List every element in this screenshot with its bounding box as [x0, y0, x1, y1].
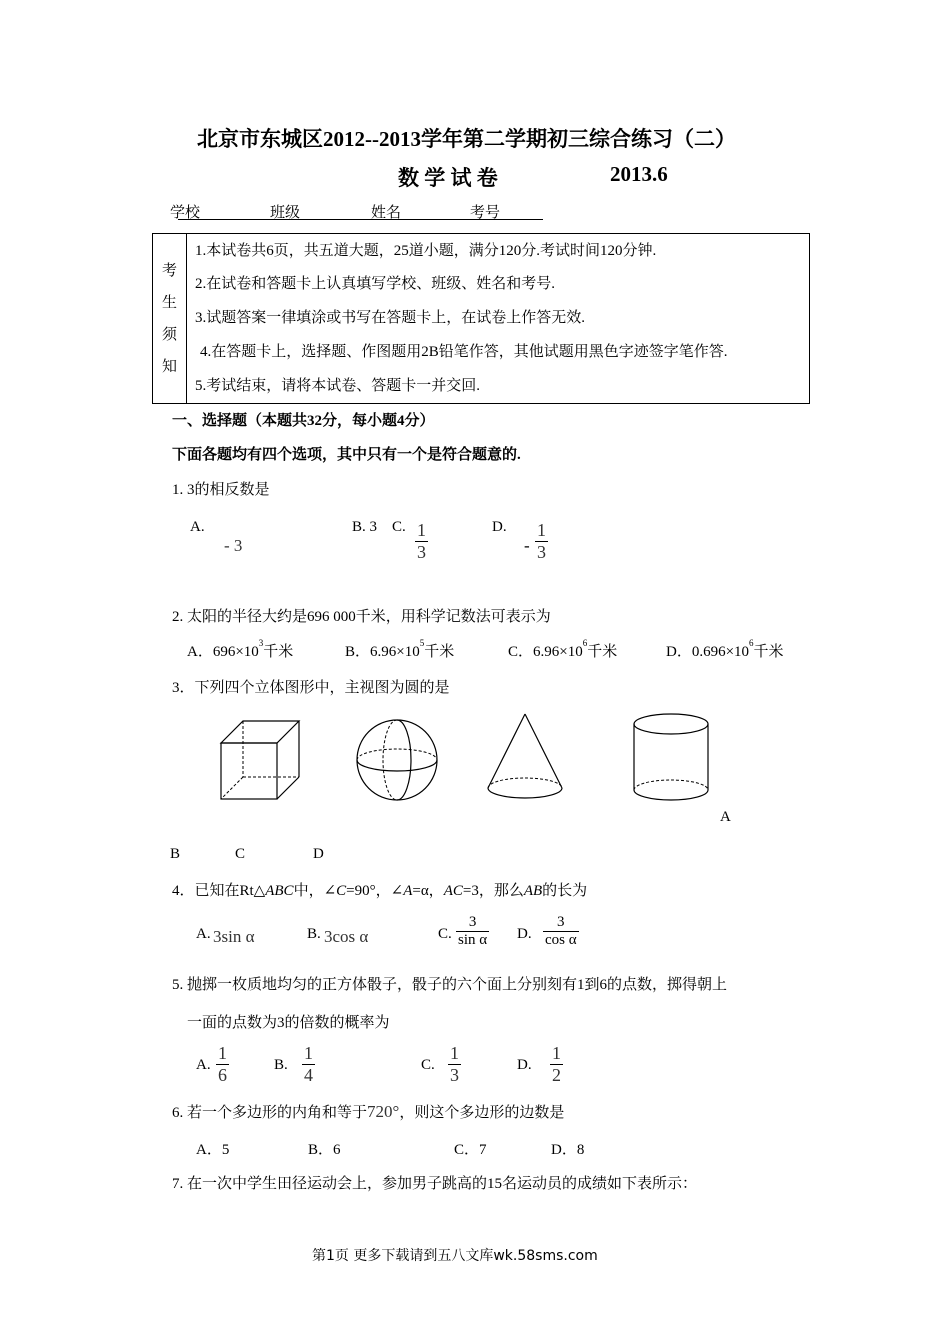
page-footer: 第1页 更多下载请到五八文库wk.58sms.com [312, 1248, 598, 1264]
q6-option-d: D．8 [551, 1142, 585, 1158]
q2-option-d [666, 640, 784, 661]
q5-option-b-fraction [302, 1043, 315, 1085]
q4-angle-c: C [336, 883, 347, 899]
q5-d-numerator: 1 [552, 1043, 561, 1063]
q2-option-a [187, 640, 293, 661]
sphere-figure [355, 718, 439, 802]
q4-stem-part: 4．已知在Rt△ [172, 883, 266, 899]
header-underline [178, 219, 543, 220]
q6-angle: 720° [367, 1102, 400, 1121]
q2-d-exp: 6 [749, 638, 754, 648]
q4-c-denominator: sin α [458, 931, 488, 948]
q2-d-base: D．0.696×10 [666, 644, 750, 660]
notice-heading-char: 考 [161, 262, 177, 279]
field-name: 姓名 [371, 205, 402, 221]
notice-item: 4.在答题卡上，选择题、作图题用2B铅笔作答，其他试题用黑色字迹签字笔作答. [200, 344, 728, 360]
q5-d-denominator: 2 [552, 1064, 561, 1085]
cylinder-figure [632, 712, 710, 804]
q1-option-b: B. 3 [352, 519, 378, 535]
section-instruction: 下面各题均有四个选项，其中只有一个是符合题意的. [172, 447, 521, 463]
q2-b-base: B．6.96×10 [345, 644, 420, 660]
q6-stem-post: ，则这个多边形的边数是 [399, 1105, 565, 1121]
q4-angle-a: A [403, 883, 413, 899]
q4-option-d-label: D. [517, 926, 532, 942]
q1-c-denominator: 3 [417, 541, 426, 562]
notice-heading-char: 知 [161, 358, 177, 375]
q2-option-b [345, 640, 454, 661]
q6-option-a: A．5 [196, 1142, 230, 1158]
q6-stem-pre: 6. 若一个多边形的内角和等于 [172, 1105, 368, 1121]
notice-item: 2.在试卷和答题卡上认真填写学校、班级、姓名和考号. [195, 276, 556, 292]
q4-option-a-value: 3sin α [213, 927, 255, 946]
q1-option-c-fraction [415, 520, 428, 562]
q2-b-exp: 5 [419, 638, 425, 648]
q4-stem-part: 中，∠ [293, 883, 337, 899]
q4-stem-part: 的长为 [542, 883, 588, 899]
q4-option-b-label: B. [307, 926, 321, 942]
q2-stem: 2. 太阳的半径大约是696 000千米，用科学记数法可表示为 [172, 609, 551, 625]
q1-c-numerator: 1 [417, 520, 426, 540]
q1-option-a-label: A. [190, 519, 205, 535]
notice-box [152, 233, 810, 404]
q1-option-c-label: C. [392, 519, 406, 535]
q3-stem: 3．下列四个立体图形中，主视图为圆的是 [172, 680, 450, 696]
q2-a-unit: 千米 [263, 644, 294, 660]
q2-d-unit: 千米 [753, 644, 784, 660]
q5-option-c-fraction [448, 1043, 461, 1085]
cone-figure [485, 712, 565, 804]
q4-stem-part: =α， [412, 883, 444, 899]
notice-item: 3.试题答案一律填涂或书写在答题卡上，在试卷上作答无效. [195, 310, 586, 326]
q1-option-a-value: - 3 [224, 536, 243, 555]
field-number: 考号 [470, 205, 501, 221]
q4-option-a-label: A. [196, 926, 211, 942]
q3-label-a: A [720, 809, 731, 825]
q5-option-a-label: A. [196, 1057, 211, 1073]
q3-label-b: B [170, 846, 181, 862]
q4-triangle-name: ABC [265, 883, 294, 899]
q1-option-d-fraction [535, 520, 548, 562]
q4-option-b-value: 3cos α [324, 927, 369, 946]
page-title: 北京市东城区2012--2013学年第二学期初三综合练习（二） [197, 127, 736, 151]
q1-d-denominator: 3 [537, 541, 546, 562]
q2-a-exp: 3 [258, 638, 264, 648]
notice-item: 5.考试结束，请将本试卷、答题卡一并交回. [195, 378, 481, 394]
q4-option-c-label: C. [438, 926, 452, 942]
q5-option-d-fraction [550, 1043, 563, 1085]
q2-option-c [508, 640, 617, 661]
q4-stem-part: =3，那么 [462, 883, 524, 899]
q1-stem: 1. 3的相反数是 [172, 482, 270, 498]
q3-label-d: D [313, 846, 324, 862]
q5-c-numerator: 1 [450, 1043, 459, 1063]
q4-d-denominator: cos α [545, 931, 577, 948]
q5-option-d-label: D. [517, 1057, 532, 1073]
q6-option-c: C．7 [454, 1142, 487, 1158]
q4-side-ab: AB [523, 883, 543, 899]
notice-heading [153, 234, 187, 403]
q1-option-d-label: D. [492, 519, 507, 535]
q2-c-base: C．6.96×10 [508, 644, 583, 660]
q5-b-numerator: 1 [304, 1043, 313, 1063]
q2-c-exp: 6 [582, 638, 588, 648]
section-heading: 一、选择题（本题共32分，每小题4分） [172, 413, 435, 429]
q5-a-numerator: 1 [218, 1043, 227, 1063]
subject-title: 数 学 试 卷 [398, 166, 498, 190]
q3-label-c: C [235, 846, 246, 862]
field-school: 学校 [170, 205, 201, 221]
q4-side-ac: AC [443, 883, 463, 899]
q5-a-denominator: 6 [218, 1064, 227, 1085]
q5-c-denominator: 3 [450, 1064, 459, 1085]
q5-stem-line2: 一面的点数为3的倍数的概率为 [187, 1015, 390, 1031]
q4-stem-part: =90°，∠ [346, 883, 404, 899]
q5-stem-line1: 5. 抛掷一枚质地均匀的正方体骰子，骰子的六个面上分别刻有1到6的点数，掷得朝上 [172, 977, 728, 993]
notice-heading-char: 生 [161, 294, 177, 311]
cube-figure [215, 715, 305, 805]
q4-stem [172, 879, 587, 900]
q2-c-unit: 千米 [587, 644, 618, 660]
field-class: 班级 [270, 205, 301, 221]
exam-date: 2013.6 [610, 162, 668, 186]
q6-stem [172, 1101, 564, 1122]
q7-stem: 7. 在一次中学生田径运动会上，参加男子跳高的15名运动员的成绩如下表所示： [172, 1176, 698, 1192]
q4-d-numerator: 3 [557, 914, 565, 930]
q2-a-base: A．696×10 [187, 644, 259, 660]
q5-option-c-label: C. [421, 1057, 435, 1073]
q6-option-b: B．6 [308, 1142, 341, 1158]
q4-option-c-fraction [456, 914, 489, 948]
q4-option-d-fraction [543, 914, 579, 948]
q1-d-numerator: 1 [537, 520, 546, 540]
q5-b-denominator: 4 [304, 1064, 313, 1085]
q4-c-numerator: 3 [468, 914, 477, 930]
q2-b-unit: 千米 [424, 644, 455, 660]
q5-option-a-fraction [216, 1043, 229, 1085]
q1-option-d-sign: - [524, 536, 530, 555]
q5-option-b-label: B. [274, 1057, 288, 1073]
notice-heading-char: 须 [161, 326, 177, 343]
notice-item: 1.本试卷共6页，共五道大题，25道小题，满分120分.考试时间120分钟. [195, 243, 657, 259]
